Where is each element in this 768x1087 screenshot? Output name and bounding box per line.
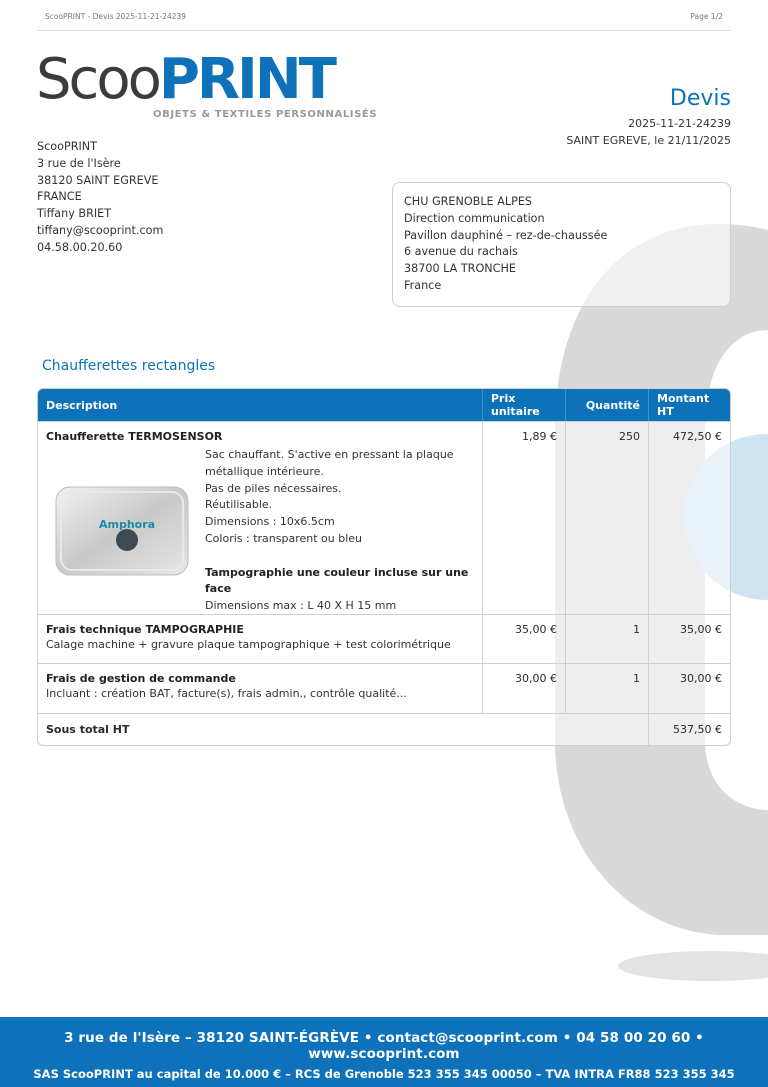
logo-wordmark: ScooPRINT (36, 47, 334, 112)
unit-price: 1,89 € (482, 422, 565, 614)
subtotal-row (38, 713, 730, 745)
subtotal-value: 537,50 € (648, 714, 730, 745)
unit-price: 30,00 € (482, 664, 565, 713)
item-name: Frais technique TAMPOGRAPHIE (46, 623, 244, 636)
item-name: Frais de gestion de commande (46, 672, 236, 685)
item-printing-dimensions: Dimensions max : L 40 X H 15 mm (205, 599, 397, 613)
header-amount: Montant HT (648, 389, 730, 421)
recipient-line: Pavillon dauphiné – rez-de-chaussée (404, 228, 608, 242)
amount: 35,00 € (648, 615, 730, 663)
sender-line: 3 rue de l'Isère (37, 156, 121, 170)
document-title-block (566, 86, 731, 149)
subtotal-label: Sous total HT (46, 723, 130, 736)
item-name: Chaufferette TERMOSENSOR (46, 430, 223, 443)
header-description: Description (46, 398, 118, 412)
section-title: Chaufferettes rectangles (42, 358, 216, 374)
document-title: Devis (669, 86, 731, 111)
svg-text:Amphora: Amphora (99, 518, 156, 531)
recipient-line: 38700 LA TRONCHE (404, 262, 516, 276)
item-note: Calage machine + gravure plaque tampographique + test colorimétrique (46, 638, 451, 651)
recipient-line: France (404, 278, 442, 292)
document-reference: ScooPRINT - Devis 2025-11-21-24239 (45, 12, 187, 21)
amount: 472,50 € (648, 422, 730, 614)
unit-price: 35,00 € (482, 615, 565, 663)
logo-tagline: OBJETS & TEXTILES PERSONNALISÉS (153, 109, 378, 120)
place-date: SAINT EGREVE, le 21/11/2025 (566, 134, 731, 147)
sender-line: ScooPRINT (37, 140, 97, 153)
quantity: 1 (565, 664, 648, 713)
item-note: Incluant : création BAT, facture(s), frais admin., contrôle qualité... (46, 687, 407, 700)
item-printing-option: Tampographie une couleur incluse sur une face (205, 565, 469, 596)
sender-line: 38120 SAINT EGREVE (37, 173, 159, 187)
sender-phone: 04.58.00.20.60 (37, 240, 123, 254)
recipient-line: Direction communication (404, 211, 545, 225)
item-details: Sac chauffant. S'active en pressant la plaque métallique intérieure. Pas de piles nécessaires. Réutilisable. Dimensions : 10x6.5cm Coloris : transparent ou bleu Tampographie une couleur incluse sur une face Dimensions max : L 40 X H 15 mm (205, 447, 482, 615)
quantity: 1 (565, 615, 648, 663)
sender-line: Tiffany BRIET (37, 207, 112, 221)
table-row (38, 614, 730, 663)
quote-number: 2025-11-21-24239 (628, 117, 731, 130)
page-footer (0, 1017, 768, 1087)
quote-table (37, 388, 731, 746)
page-header (37, 11, 731, 31)
header-quantity: Quantité (565, 389, 648, 421)
sender-email: tiffany@scooprint.com (37, 223, 164, 237)
table-row (38, 663, 730, 713)
sender-address (37, 139, 163, 257)
sender-line: FRANCE (37, 190, 82, 204)
page-number: Page 1/2 (690, 12, 723, 21)
recipient-address-box (392, 182, 731, 307)
amount: 30,00 € (648, 664, 730, 713)
footer-legal: SAS ScooPRINT au capital de 10.000 € – RCS de Grenoble 523 355 345 00050 – TVA INTRA FR88 523 355 345 (33, 1067, 735, 1081)
recipient-line: CHU GRENOBLE ALPES (404, 195, 532, 208)
recipient-line: 6 avenue du rachais (404, 245, 518, 259)
footer-contact: 3 rue de l'Isère – 38120 SAINT-ÉGRÈVE • contact@scooprint.com • 04 58 00 20 60 • www.scooprint.com (64, 1030, 704, 1062)
quantity: 250 (565, 422, 648, 614)
company-logo (36, 47, 378, 128)
header-unit-price: Prix unitaire (482, 389, 565, 421)
table-header (38, 389, 730, 421)
product-image (55, 486, 189, 576)
table-row (38, 421, 730, 614)
